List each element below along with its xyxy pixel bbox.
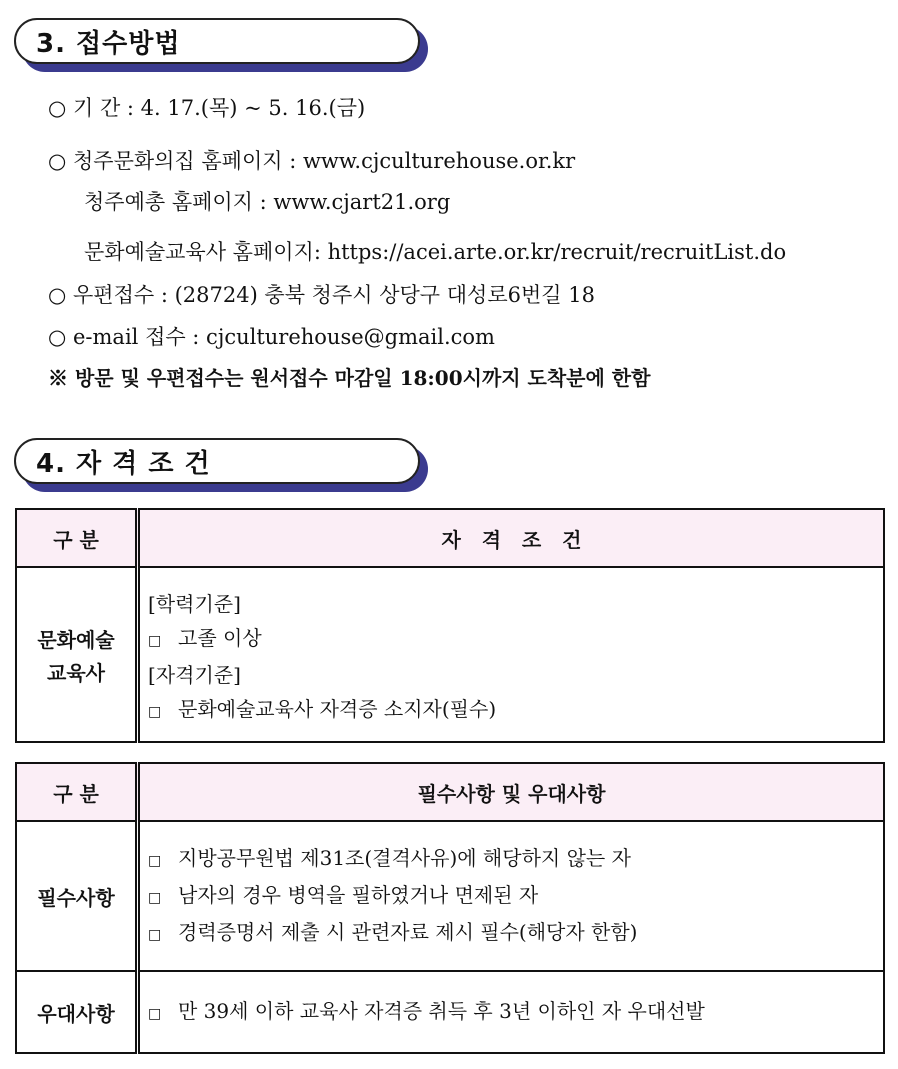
preferred-label: 우대사항 bbox=[16, 971, 138, 1053]
homepage-cjart: 청주예총 홈페이지 : www.cjart21.org bbox=[84, 190, 451, 214]
table1-header-label: 구 분 bbox=[16, 509, 138, 567]
table1-row-content bbox=[138, 567, 885, 742]
table2-header-content: 필수사항 및 우대사항 bbox=[138, 763, 885, 821]
section-3-title: 3. 접수방법 bbox=[36, 29, 181, 59]
required-item: □ 경력증명서 제출 시 관련자료 제시 필수(해당자 한함) bbox=[148, 919, 638, 944]
table2-header-label: 구 분 bbox=[16, 763, 138, 821]
section-4-title: 4. 자 격 조 건 bbox=[36, 449, 211, 479]
homepage-cj-culturehouse: ○ 청주문화의집 홈페이지 : www.cjculturehouse.or.kr bbox=[48, 149, 576, 173]
required-content bbox=[138, 821, 885, 971]
section-3-header bbox=[14, 18, 430, 74]
application-note: ※ 방문 및 우편접수는 원서접수 마감일 18:00시까지 도착분에 한함 bbox=[48, 366, 651, 390]
email-application: ○ e-mail 접수 : cjculturehouse@gmail.com bbox=[48, 325, 495, 349]
application-period: ○ 기 간 : 4. 17.(목) ~ 5. 16.(금) bbox=[48, 96, 366, 120]
table1-header-content: 자 격 조 건 bbox=[138, 509, 885, 567]
section-4-header bbox=[14, 438, 430, 494]
qualification-table bbox=[15, 508, 885, 743]
edu-heading: [학력기준] bbox=[148, 591, 241, 616]
required-label: 필수사항 bbox=[16, 821, 138, 971]
preferred-item: □ 만 39세 이하 교육사 자격증 취득 후 3년 이하인 자 우대선발 bbox=[148, 998, 705, 1023]
requirements-table bbox=[15, 762, 885, 1054]
required-item: □ 지방공무원법 제31조(결격사유)에 해당하지 않는 자 bbox=[148, 845, 631, 870]
qual-heading: [자격기준] bbox=[148, 662, 241, 687]
homepage-arte: 문화예술교육사 홈페이지: https://acei.arte.or.kr/recruit/recruitList.do bbox=[84, 240, 787, 264]
preferred-content bbox=[138, 971, 885, 1053]
required-item: □ 남자의 경우 병역을 필하였거나 면제된 자 bbox=[148, 882, 539, 907]
edu-item: □ 고졸 이상 bbox=[148, 625, 262, 650]
postal-application: ○ 우편접수 : (28724) 충북 청주시 상당구 대성로6번길 18 bbox=[48, 283, 595, 307]
qual-item: □ 문화예술교육사 자격증 소지자(필수) bbox=[148, 696, 497, 721]
table1-row-label: 문화예술 교육사 bbox=[16, 567, 138, 742]
